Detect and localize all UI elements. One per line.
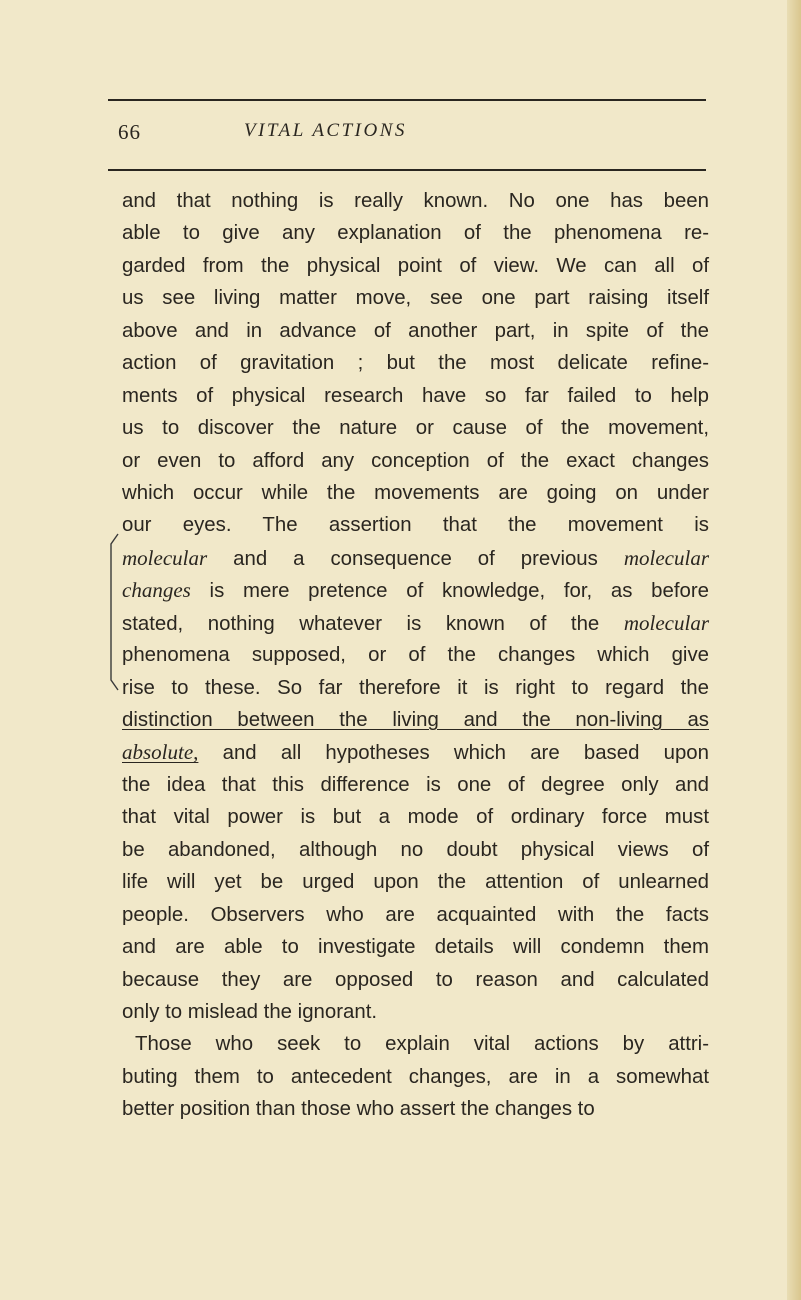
text-line bbox=[122, 412, 709, 444]
text-segment: distinction between the living and the non-living as bbox=[122, 709, 709, 731]
text-segment: and a consequence of previous bbox=[207, 547, 624, 570]
text-line bbox=[122, 380, 709, 412]
italic-term: molecular bbox=[623, 545, 709, 570]
text-line bbox=[122, 282, 709, 314]
text-segment: above and in advance of another part, in spite of the bbox=[122, 319, 709, 342]
text-line bbox=[122, 866, 709, 898]
text-line bbox=[122, 899, 709, 931]
text-segment: because they are opposed to reason and calculated bbox=[122, 968, 709, 991]
text-segment: life will yet be urged upon the attention of unlearned bbox=[122, 871, 709, 894]
text-segment: and are able to investigate details will condemn them bbox=[122, 936, 709, 959]
text-segment: and that nothing is really known. No one has been bbox=[122, 190, 709, 212]
text-line bbox=[122, 185, 709, 217]
text-segment: ments of physical research have so far failed to help bbox=[122, 384, 709, 407]
text-segment: our eyes. The assertion that the movement is bbox=[122, 514, 709, 537]
text-line bbox=[122, 542, 709, 574]
text-line bbox=[122, 639, 709, 671]
text-line bbox=[122, 704, 709, 736]
text-line bbox=[122, 315, 709, 347]
text-line bbox=[122, 1093, 709, 1125]
text-line bbox=[122, 445, 709, 477]
header-rule-bottom bbox=[108, 169, 706, 171]
text-segment: is mere pretence of knowledge, for, as before bbox=[190, 580, 709, 603]
text-segment: buting them to antecedent changes, are in a somewhat bbox=[122, 1065, 709, 1088]
text-segment: which occur while the movements are going on under bbox=[122, 481, 709, 504]
text-line bbox=[122, 347, 709, 379]
text-line bbox=[122, 477, 709, 509]
text-line bbox=[122, 509, 709, 541]
text-line bbox=[122, 769, 709, 801]
text-line bbox=[122, 574, 709, 606]
header-rule-top bbox=[108, 99, 706, 101]
text-segment: able to give any explanation of the phenomena re- bbox=[122, 222, 709, 245]
text-line bbox=[122, 931, 709, 963]
text-segment: us to discover the nature or cause of the movement, bbox=[122, 417, 709, 440]
text-segment: or even to afford any conception of the exact changes bbox=[122, 449, 709, 472]
text-segment: action of gravitation ; but the most delicate refine- bbox=[122, 352, 709, 375]
text-line bbox=[122, 801, 709, 833]
text-line bbox=[122, 672, 709, 704]
text-line bbox=[122, 607, 709, 639]
text-segment: people. Observers who are acquainted with the facts bbox=[122, 903, 709, 926]
italic-term: molecular bbox=[623, 610, 709, 635]
text-line bbox=[122, 736, 709, 768]
page-header bbox=[108, 120, 706, 150]
text-segment: garded from the physical point of view. We can all of bbox=[122, 254, 709, 277]
text-line bbox=[122, 834, 709, 866]
text-line bbox=[122, 996, 709, 1028]
text-segment: only to mislead the ignorant. bbox=[122, 1000, 378, 1023]
text-line bbox=[122, 217, 709, 249]
text-line bbox=[122, 1028, 709, 1060]
italic-term: changes bbox=[122, 578, 191, 603]
running-head: VITAL ACTIONS bbox=[244, 120, 407, 141]
text-segment: phenomena supposed, or of the changes which give bbox=[122, 644, 709, 667]
page-edge bbox=[787, 0, 801, 1300]
text-segment: the idea that this difference is one of degree only and bbox=[122, 773, 709, 796]
text-line bbox=[122, 964, 709, 996]
text-segment: be abandoned, although no doubt physical views of bbox=[122, 838, 709, 861]
text-segment: Those who seek to explain vital actions by attri- bbox=[135, 1033, 709, 1056]
body-text bbox=[122, 185, 709, 1126]
text-segment: and all hypotheses which are based upon bbox=[198, 742, 709, 765]
italic-term: absolute, bbox=[122, 740, 199, 765]
page-number: 66 bbox=[118, 120, 141, 144]
margin-bracket-mark bbox=[108, 532, 122, 692]
text-segment: that vital power is but a mode of ordinary force must bbox=[122, 806, 709, 829]
text-segment: rise to these. So far therefore it is right to regard the bbox=[122, 676, 709, 699]
text-segment: stated, nothing whatever is known of the bbox=[122, 612, 624, 635]
text-segment: better position than those who assert the changes to bbox=[122, 1098, 595, 1121]
text-line bbox=[122, 1061, 709, 1093]
text-segment: us see living matter move, see one part raising itself bbox=[122, 287, 709, 310]
text-line bbox=[122, 250, 709, 282]
italic-term: molecular bbox=[122, 545, 208, 570]
